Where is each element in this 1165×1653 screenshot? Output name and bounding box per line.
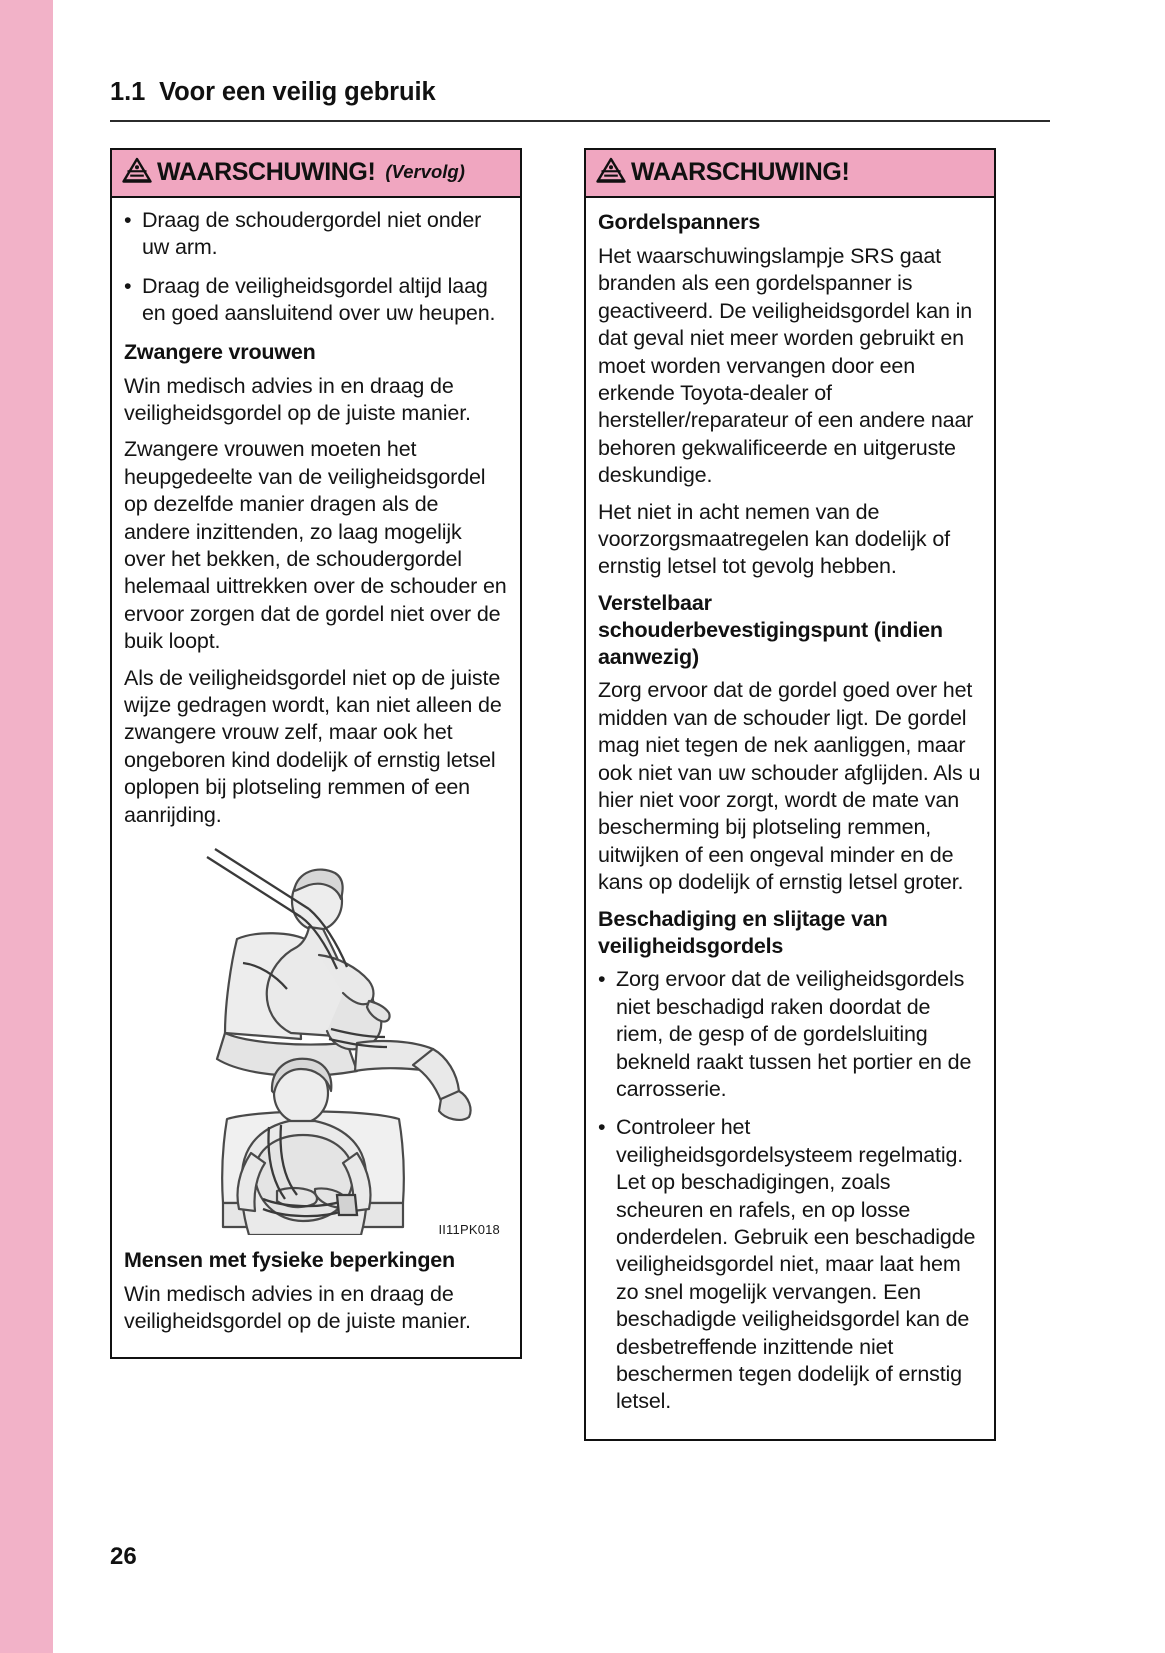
paragraph: Win medisch advies in en draag de veiligheidsgordel op de juiste manier. (124, 373, 471, 425)
paragraph: Het niet in acht nemen van de voorzorgsmaatregelen kan dodelijk of ernstig letsel tot gevolg hebben. (598, 499, 950, 579)
header-divider (110, 120, 1050, 122)
warning-panel-header (586, 150, 994, 198)
list-item-text: Zorg ervoor dat de veiligheidsgordels niet beschadigd raken doordat de riem, de gesp of de gordelsluiting bekneld raakt tussen het portier en de carrosserie. (616, 967, 972, 1101)
list-item (124, 207, 508, 262)
bullet-dot: • (124, 273, 132, 298)
page-canvas (53, 0, 1165, 1653)
warning-triangle-icon (122, 157, 152, 188)
list-item-text: Controleer het veiligheidsgordelsysteem regelmatig. Let op beschadigingen, zoals scheuren en rafels, en op losse onderdelen. Gebruik een beschadigde veiligheidsgordel niet, maar laat hem zo snel mogelijk vervangen. Een beschadigde veiligheidsgordel kan de desbetreffende inzittende niet beschermen tegen dodelijk of ernstig letsel. (616, 1115, 976, 1414)
page-title: Voor een veilig gebruik (159, 78, 436, 106)
warning-continued-label: (Vervolg) (385, 161, 465, 183)
warning-panel-header (112, 150, 520, 198)
page-edge-color-band (0, 0, 53, 1653)
warning-panel (584, 148, 996, 1441)
bullet-dot: • (124, 208, 132, 232)
pregnant-occupant-seatbelt-illustration (124, 843, 508, 1243)
subheading-damage-and-wear: Beschadiging en slijtage van veiligheidsgordels (598, 906, 888, 958)
left-column (110, 148, 522, 1359)
right-column (584, 148, 996, 1441)
bullet-dot: • (598, 1115, 606, 1140)
paragraph: Het waarschuwingslampje SRS gaat branden als een gordelspanner is geactiveerd. De veiligheidsgordel kan in dat geval niet meer worden gebruikt en moet worden vervangen door een erkende Toyota-dealer of hersteller/reparateur of een andere naar behoren gekwalificeerde en uitgeruste deskundige. (598, 243, 974, 488)
paragraph: Win medisch advies in en draag de veiligheidsgordel op de juiste manier. (124, 1281, 471, 1334)
bullet-dot: • (598, 967, 606, 992)
warning-triangle-icon (596, 157, 626, 188)
subheading-pregnant-women: Zwangere vrouwen (124, 339, 316, 364)
running-header (110, 78, 1050, 107)
warning-panel-body (112, 198, 520, 1357)
list-item (124, 273, 508, 328)
paragraph: Zwangere vrouwen moeten het heupgedeelte van de veiligheidsgordel op dezelfde manier dragen als de andere inzittenden, zo laag mogelijk over het bekken, de schoudergordel helemaal uittrekken over de schouder en ervoor zorgen dat de gordel niet over de buik loopt. (124, 437, 507, 654)
list-item (598, 966, 982, 1103)
page-number: 26 (110, 1543, 137, 1570)
paragraph: Als de veiligheidsgordel niet op de juiste wijze gedragen wordt, kan niet alleen de zwangere vrouw zelf, maar ook het ongeboren kind dodelijk of ernstig letsel oplopen bij plotseling remmen of een aanrijding. (124, 665, 502, 827)
section-number: 1.1 (110, 78, 146, 106)
subheading-pretensioners: Gordelspanners (598, 210, 761, 234)
list-item-text: Draag de schoudergordel niet onder uw arm. (142, 208, 482, 260)
subheading-adjustable-shoulder-anchor: Verstelbaar schouderbevestigingspunt (indien aanwezig) (598, 590, 943, 669)
warning-title: WAARSCHUWING! (631, 158, 850, 186)
warning-panel-body (586, 198, 994, 1439)
warning-panel-continued (110, 148, 522, 1359)
list-item-text: Draag de veiligheidsgordel altijd laag en goed aansluitend over uw heupen. (142, 273, 496, 326)
warning-title: WAARSCHUWING! (157, 158, 376, 186)
paragraph: Zorg ervoor dat de gordel goed over het midden van de schouder ligt. De gordel mag niet tegen de nek aanliggen, maar ook niet van uw schouder afglijden. Als u hier niet voor zorgt, wordt de mate van bescherming bij plotseling remmen, uitwijken of een ongeval minder en de kans op dodelijk of ernstig letsel groter. (598, 678, 981, 895)
subheading-physical-limitations: Mensen met fysieke beperkingen (124, 1248, 455, 1272)
list-item (598, 1114, 982, 1415)
figure-code-label: II11PK018 (438, 1222, 500, 1237)
